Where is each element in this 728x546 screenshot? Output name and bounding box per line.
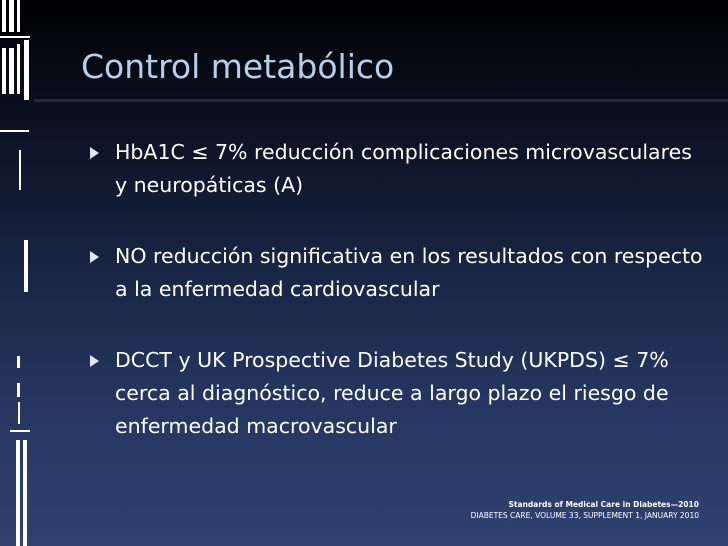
- title-divider: [34, 99, 728, 102]
- bullet-item: [89, 240, 709, 306]
- triangle-bullet-icon: [90, 355, 99, 367]
- bullet-text: NO reducción significativa en los resultados con respecto a la enfermedad cardiovascular: [115, 244, 703, 301]
- bullet-item: [89, 136, 709, 202]
- reference-subtitle: DIABETES CARE, VOLUME 33, SUPPLEMENT 1, JANUARY 2010: [470, 511, 699, 520]
- reference-citation: [469, 499, 699, 521]
- triangle-bullet-icon: [90, 251, 99, 263]
- bullet-text: HbA1C ≤ 7% reducción complicaciones microvasculares y neuropáticas (A): [115, 140, 692, 197]
- reference-title: Standards of Medical Care in Diabetes—2010: [508, 500, 699, 509]
- left-decorative-bar: [0, 0, 34, 546]
- bullet-text: DCCT y UK Prospective Diabetes Study (UKPDS) ≤ 7% cerca al diagnóstico, reduce a largo plazo el riesgo de enfermedad macrovascular: [115, 348, 669, 438]
- slide-title: Control metabólico: [81, 47, 395, 86]
- bullet-list: [89, 136, 709, 481]
- bullet-item: [89, 344, 709, 443]
- triangle-bullet-icon: [90, 147, 99, 159]
